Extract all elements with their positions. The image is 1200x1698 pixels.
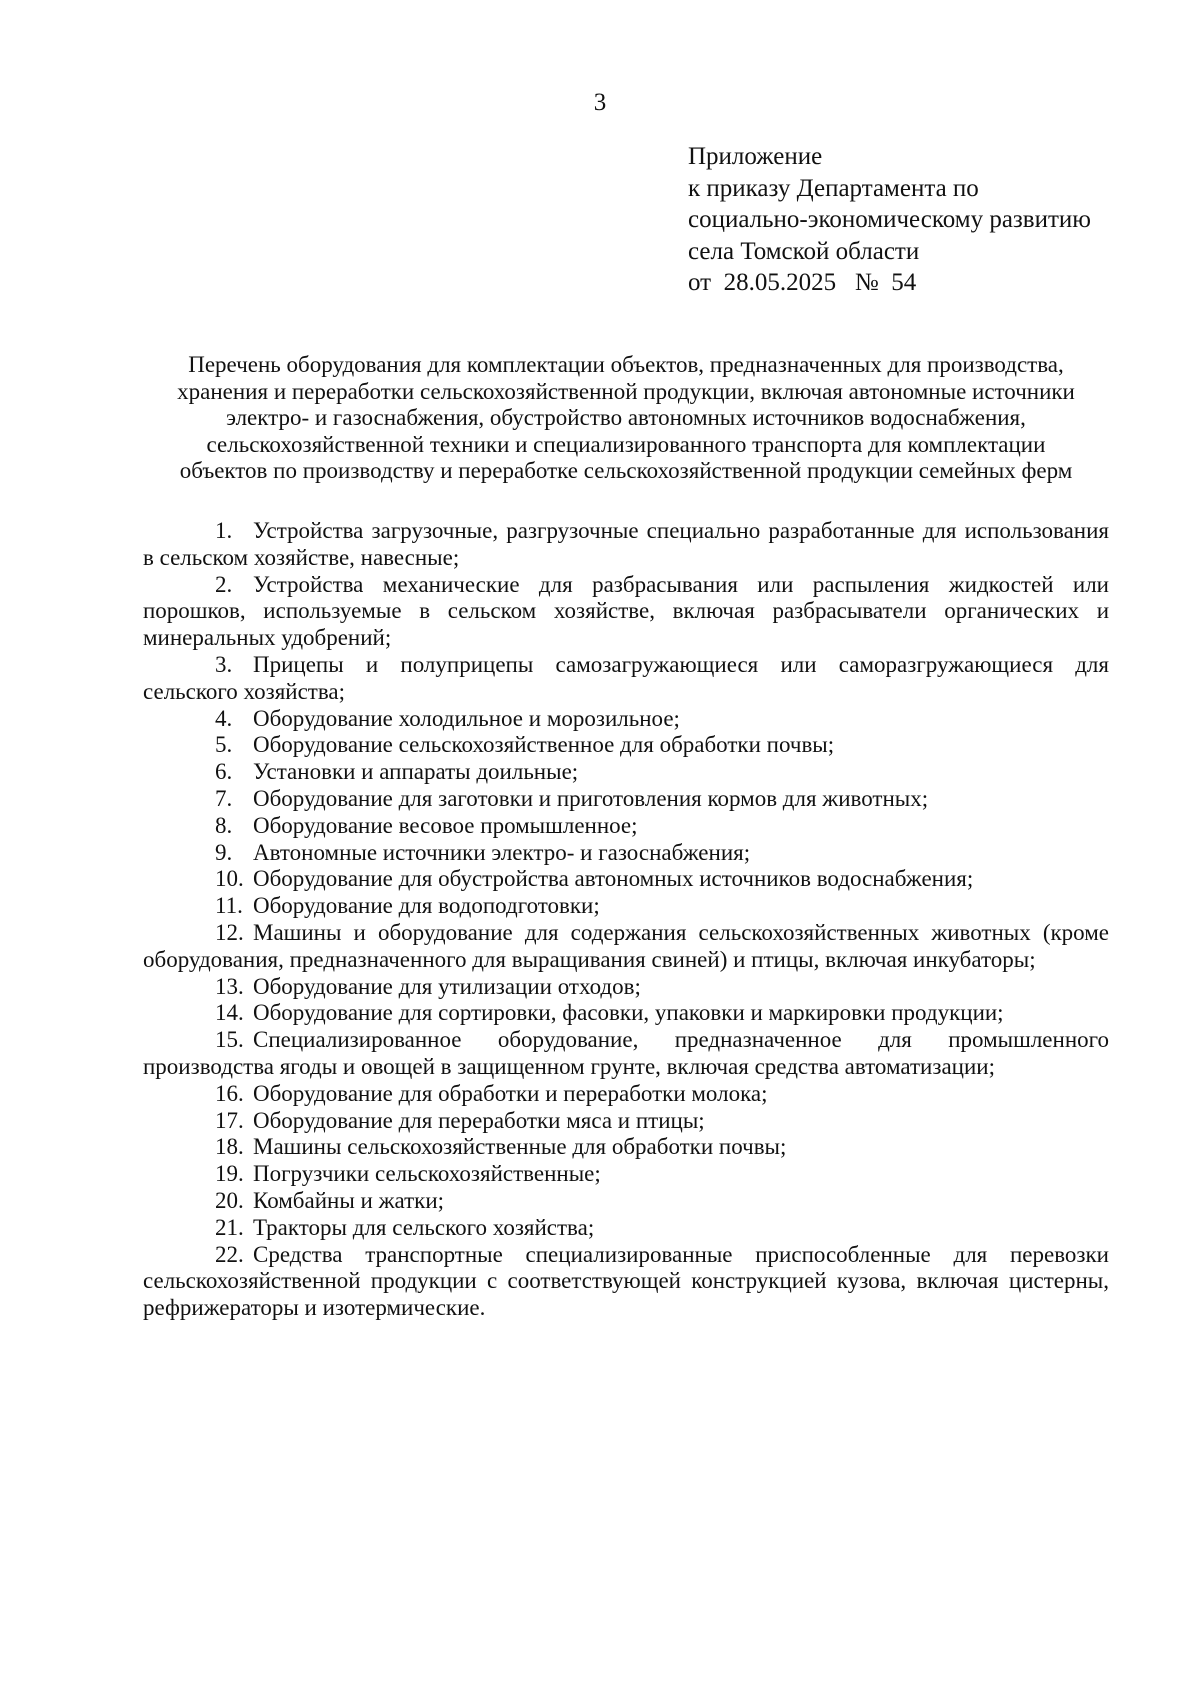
item-text: Погрузчики сельскохозяйственные; (253, 1161, 601, 1187)
list-item (143, 1000, 1109, 1027)
item-number: 17. (215, 1107, 244, 1133)
item-text: Устройства механические для разбрасывания или распыления жидкостей или порошков, используемые в сельском хозяйстве, включая разбрасыватели органических и минеральных удобрений; (143, 571, 1109, 651)
title-line: сельскохозяйственной техники и специализированного транспорта для комплектации (206, 431, 1046, 457)
title-line: хранения и переработки сельскохозяйственной продукции, включая автономные источники (177, 378, 1075, 404)
item-number: 12. (215, 919, 244, 945)
item-number: 18. (215, 1134, 244, 1160)
item-text: Установки и аппараты доильные; (253, 759, 579, 785)
item-number: 9. (215, 839, 233, 865)
item-text: Оборудование для обустройства автономных источников водоснабжения; (253, 866, 974, 892)
page-number: 3 (593, 89, 607, 116)
title-line: электро- и газоснабжения, обустройство автономных источников водоснабжения, (226, 405, 1026, 431)
item-number: 15. (215, 1027, 244, 1053)
item-text: Тракторы для сельского хозяйства; (253, 1214, 595, 1240)
item-number: 4. (215, 705, 233, 731)
item-number: 1. (215, 518, 233, 543)
item-text: Специализированное оборудование, предназначенное для промышленного производства ягоды и овощей в защищенном грунте, включая средства автоматизации; (143, 1027, 1109, 1079)
item-text: Оборудование для переработки мяса и птицы; (253, 1107, 705, 1133)
item-number: 3. (215, 651, 233, 677)
title-line: Перечень оборудования для комплектации объектов, предназначенных для производства, (188, 352, 1064, 377)
item-number: 20. (215, 1187, 244, 1213)
item-text: Оборудование для обработки и переработки молока; (253, 1080, 768, 1106)
list-item (143, 706, 1109, 733)
item-text: Оборудование весовое промышленное; (253, 812, 638, 838)
appendix-department-line: социально-экономическому развитию (688, 206, 1091, 233)
document-title (143, 352, 1109, 485)
item-number: 11. (215, 893, 243, 919)
item-number: 8. (215, 812, 233, 838)
item-number: 2. (215, 571, 233, 597)
item-text: Оборудование для заготовки и приготовления кормов для животных; (253, 785, 929, 811)
item-text: Машины и оборудование для содержания сельскохозяйственных животных (кроме оборудования, предназначенного для выращивания свиней) и птицы, включая инкубаторы; (143, 919, 1109, 972)
list-item (143, 1161, 1109, 1188)
list-item (143, 786, 1109, 813)
list-item (143, 1108, 1109, 1135)
list-item (143, 572, 1109, 652)
item-text: Устройства загрузочные, разгрузочные специально разработанные для использования в сельском хозяйстве, навесные; (143, 518, 1109, 570)
list-item (143, 920, 1109, 974)
item-text: Оборудование для водоподготовки; (253, 893, 600, 919)
appendix-region-line: села Томской области (688, 237, 920, 265)
item-text: Оборудование для утилизации отходов; (253, 973, 641, 999)
item-number: 13. (215, 973, 244, 999)
appendix-date-number: от 28.05.2025 № 54 (688, 269, 917, 296)
list-item (143, 840, 1109, 867)
item-number: 21. (215, 1214, 244, 1240)
list-item (143, 1027, 1109, 1081)
item-text: Автономные источники электро- и газоснабжения; (253, 839, 751, 865)
list-item (143, 866, 1109, 893)
item-text: Оборудование для сортировки, фасовки, упаковки и маркировки продукции; (253, 1000, 1004, 1026)
list-item (143, 1188, 1109, 1215)
item-text: Оборудование сельскохозяйственное для обработки почвы; (253, 732, 835, 758)
appendix-order-line: к приказу Департамента по (688, 174, 979, 202)
item-number: 16. (215, 1080, 244, 1106)
item-text: Средства транспортные специализированные приспособленные для перевозки сельскохозяйственной продукции с соответствующей конструкцией кузова, включая цистерны, рефрижераторы и изотермические. (143, 1241, 1109, 1321)
list-item (143, 1081, 1109, 1108)
item-text: Машины сельскохозяйственные для обработки почвы; (253, 1134, 787, 1160)
item-text: Комбайны и жатки; (253, 1187, 445, 1213)
appendix-header (688, 141, 1168, 299)
list-item (143, 974, 1109, 1001)
list-item (143, 652, 1109, 706)
appendix-label: Приложение (688, 143, 823, 170)
item-number: 14. (215, 1000, 244, 1026)
list-item (143, 893, 1109, 920)
list-item (143, 518, 1109, 572)
item-number: 10. (215, 866, 244, 892)
list-item (143, 1134, 1109, 1161)
list-item (143, 1215, 1109, 1242)
item-number: 5. (215, 732, 233, 758)
title-line: объектов по производству и переработке сельскохозяйственной продукции семейных ферм (179, 458, 1073, 484)
item-number: 19. (215, 1161, 244, 1187)
equipment-list (143, 518, 1109, 1322)
item-number: 22. (215, 1241, 244, 1267)
list-item (143, 813, 1109, 840)
item-text: Оборудование холодильное и морозильное; (253, 705, 680, 731)
item-number: 7. (215, 785, 233, 811)
item-number: 6. (215, 759, 233, 785)
list-item (143, 1242, 1109, 1322)
item-text: Прицепы и полуприцепы самозагружающиеся или саморазгружающиеся для сельского хозяйства; (143, 651, 1109, 704)
list-item (143, 732, 1109, 759)
list-item (143, 759, 1109, 786)
